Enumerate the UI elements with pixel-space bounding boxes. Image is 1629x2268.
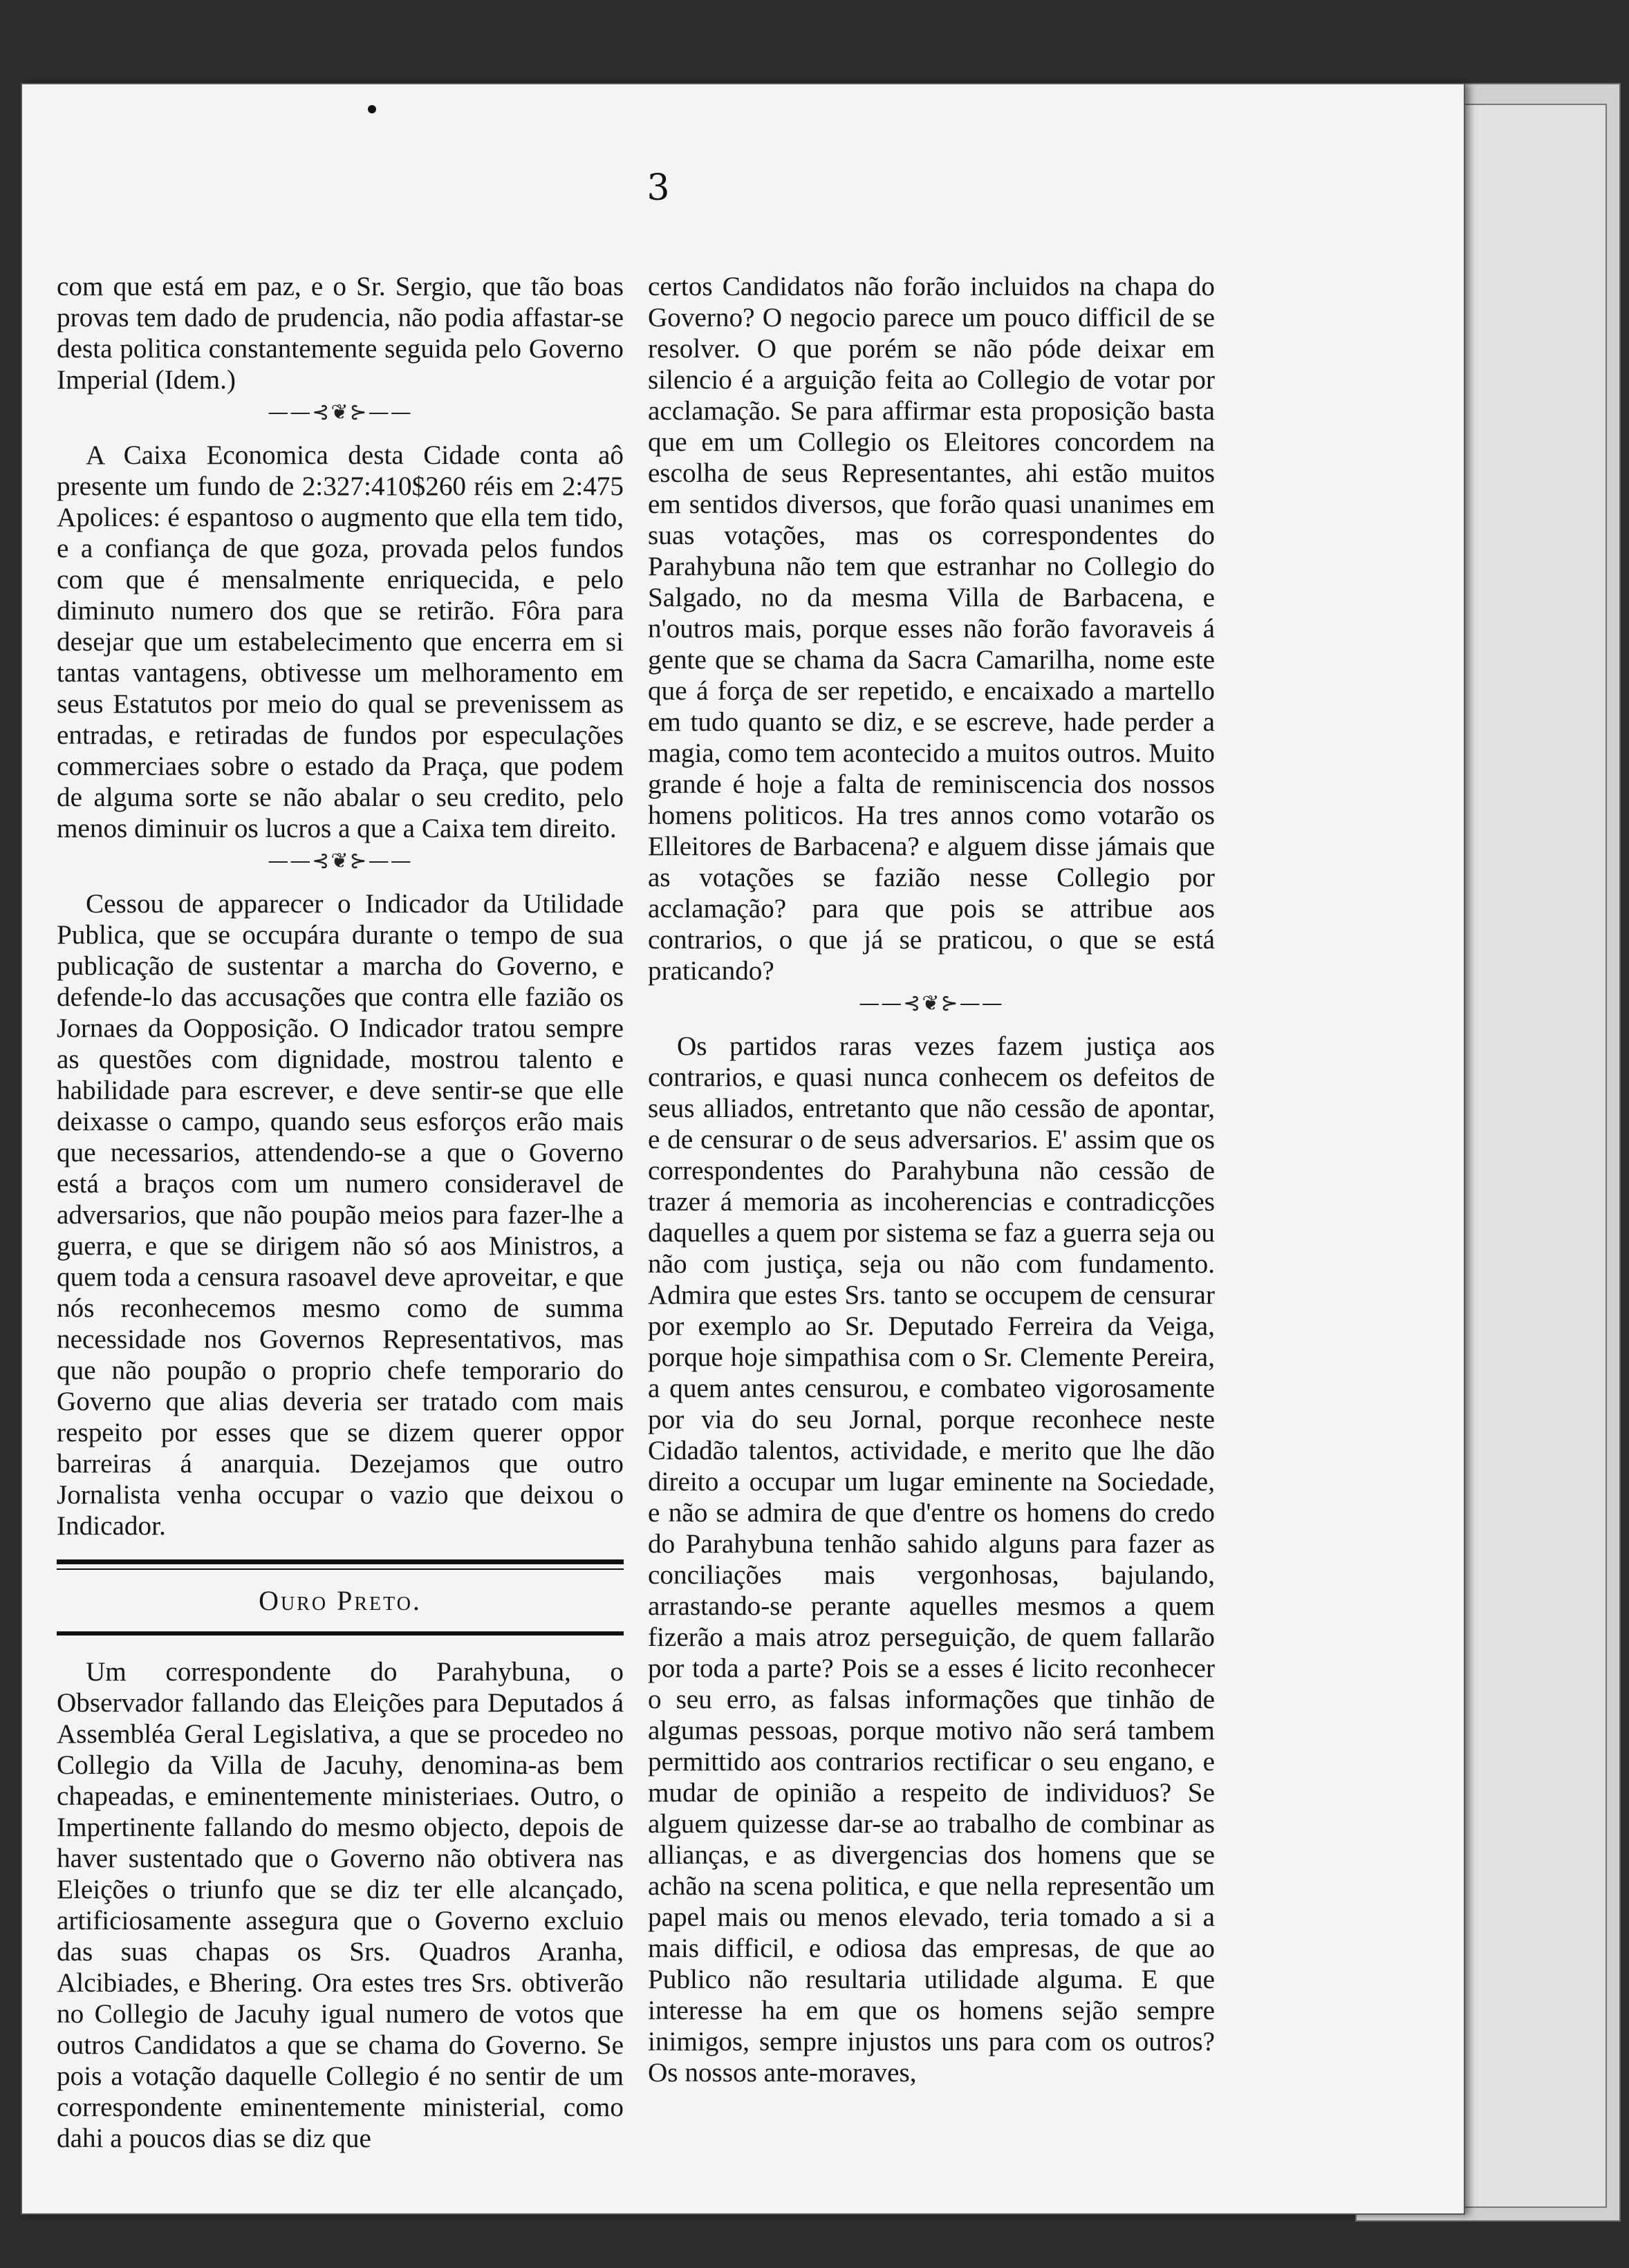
left-paragraph-3: Cessou de apparecer o Indicador da Utilidade Publica, que se occupára durante o tempo de sua publicação de sustentar a marcha do Governo, e defende-lo das accusações que contra elle fazião os Jornaes da Oopposição. O Indicador tratou sempre as questões com dignidade, mostrou talento e habilidade para escrever, e deve sentir-se que elle deixasse o campo, quando seus esforços erão mais que necessarios, attendendo-se a que o Governo está a braços com um numero consideravel de adversarios, que não poupão meios para fazer-lhe a guerra, e que se dirigem não só aos Ministros, a quem toda a censura rasoavel deve aproveitar, e que nós reconhecemos mesmo como de summa necessidade nos Governos Representativos, mas que não poupão o proprio chefe temporario do Governo que alias deveria ser tratado com mais respeito por esses que se dizem querer oppor barreiras á anarquia. Dezejamos que outro Jornalista venha occupar o vazio que deixou o Indicador.: [57, 889, 624, 1541]
ornament-divider: ——⊰❦⊱——: [859, 991, 1004, 1015]
left-paragraph-1: com que está em paz, e o Sr. Sergio, que tão boas provas tem dado de prudencia, não podia affastar-se desta politica constantemente seguida pelo Governo Imperial (Idem.): [57, 272, 624, 395]
section-rule-top: [57, 1559, 624, 1564]
newspaper-page: [21, 83, 1465, 2215]
left-column: [57, 271, 624, 2157]
section-rule-bottom: [57, 1631, 624, 1636]
ornament-divider: ——⊰❦⊱——: [268, 400, 413, 424]
section-title: Ouro Preto.: [259, 1585, 422, 1616]
left-paragraph-4: Um correspondente do Parahybuna, o Observador fallando das Eleições para Deputados á Assembléa Geral Legislativa, a que se procedeo no Collegio da Villa de Jacuhy, denomina-as bem chapeadas, e eminentemente ministeriaes. Outro, o Impertinente fallando do mesmo objecto, depois de haver sustentado que o Governo não obtivera nas Eleições o triunfo que se diz ter elle alcançado, artificiosamente assegura que o Governo excluio das suas chapas os Srs. Quadros Aranha, Alcibiades, e Bhering. Ora estes tres Srs. obtiverão no Collegio de Jacuhy igual numero de votos que outros Candidatos a que se chama do Governo. Se pois a votação daquelle Collegio é no sentir de um correspondente eminentemente ministerial, como dahi a poucos dias se diz que: [57, 1657, 624, 2153]
right-paragraph-1: certos Candidatos não forão incluidos na chapa do Governo? O negocio parece um pouco difficil de se resolver. O que porém se não póde deixar em silencio é a arguição feita ao Collegio de votar por acclamação. Se para affirmar esta proposição basta que em um Collegio os Eleitores concordem na escolha de seus Representantes, ahi estão muitos em sentidos diversos, que forão quasi unanimes em suas votações, mas os correspondentes do Parahybuna não tem que estranhar no Collegio do Salgado, no da mesma Villa de Barbacena, e n'outros mais, porque esses não forão favoraveis á gente que se chama da Sacra Camarilha, nome este que á força de ser repetido, e encaixado a martello em tudo quanto se diz, e se escreve, hade perder a magia, como tem acontecido a muitos outros. Muito grande é hoje a falta de reminiscencia dos nossos homens politicos. Ha tres annos como votarão os Elleitores de Barbacena? e alguem disse jámais que as votações se fazião nesse Collegio por acclamação? para que pois se attribue aos contrarios, o que já se praticou, o que se está praticando?: [648, 272, 1215, 986]
left-paragraph-2: A Caixa Economica desta Cidade conta aô presente um fundo de 2:327:410$260 réis em 2:475 Apolices: é espantoso o augmento que ella tem tido, e a confiança de que goza, provada pelos fundos com que é mensalmente enriquecida, e pelo diminuto numero dos que se retirão. Fôra para desejar que um estabelecimento que encerra em si tantas vantagens, obtivesse um melhoramento em seus Estatutos por meio do qual se prevenissem as entradas, e retiradas de fundos por especulações commerciaes sobre o estado da Praça, que podem de alguma sorte se não abalar o seu credito, pelo menos diminuir os lucros a que a Caixa tem direito.: [57, 440, 624, 843]
ink-speck: [368, 105, 376, 113]
right-column: [648, 271, 1215, 2091]
ornament-divider: ——⊰❦⊱——: [268, 849, 413, 873]
page-number: 3: [646, 167, 670, 209]
section-rule-top-thin: [57, 1568, 624, 1570]
right-paragraph-2: Os partidos raras vezes fazem justiça aos contrarios, e quasi nunca conhecem os defeitos de seus alliados, entretanto que não cessão de apontar, e de censurar o de seus adversarios. E' assim que os correspondentes do Parahybuna não cessão de trazer á memoria as incoherencias e contradicções daquelles a quem por sistema se faz a guerra seja ou não com justiça, seja ou não com fundamento. Admira que estes Srs. tanto se occupem de censurar por exemplo ao Sr. Deputado Ferreira da Veiga, porque hoje simpathisa com o Sr. Clemente Pereira, a quem antes censurou, e combateo vigorosamente por via do seu Jornal, porque reconhece neste Cidadão talentos, actividade, e merito que lhe dão direito a occupar um lugar eminente na Sociedade, e não se admira de que d'entre os homens do credo do Parahybuna tenhão sahido alguns para fazer as conciliações mais vergonhosas, bajulando, arrastando-se perante aquelles mesmos a quem fizerão a mais atroz perseguição, de quem fallarão por toda a parte? Pois se a esses é licito reconhecer o seu erro, as falsas informações que tinhão de algumas pessoas, porque motivo não será tambem permittido aos contrarios rectificar o seu engano, e mudar de opinião a respeito de individuos? Se alguem quizesse dar-se ao trabalho de combinar as allianças, e as divergencias dos homens que se achão na scena politica, e que nella representão um papel mais ou menos elevado, teria tomado a si a mais difficil, e odiosa das empresas, de que ao Publico não resultaria utilidade alguma. E que interesse ha em que os homens sejão sempre inimigos, sempre injustos uns para com os outros? Os nossos ante-moraves,: [648, 1031, 1215, 2088]
